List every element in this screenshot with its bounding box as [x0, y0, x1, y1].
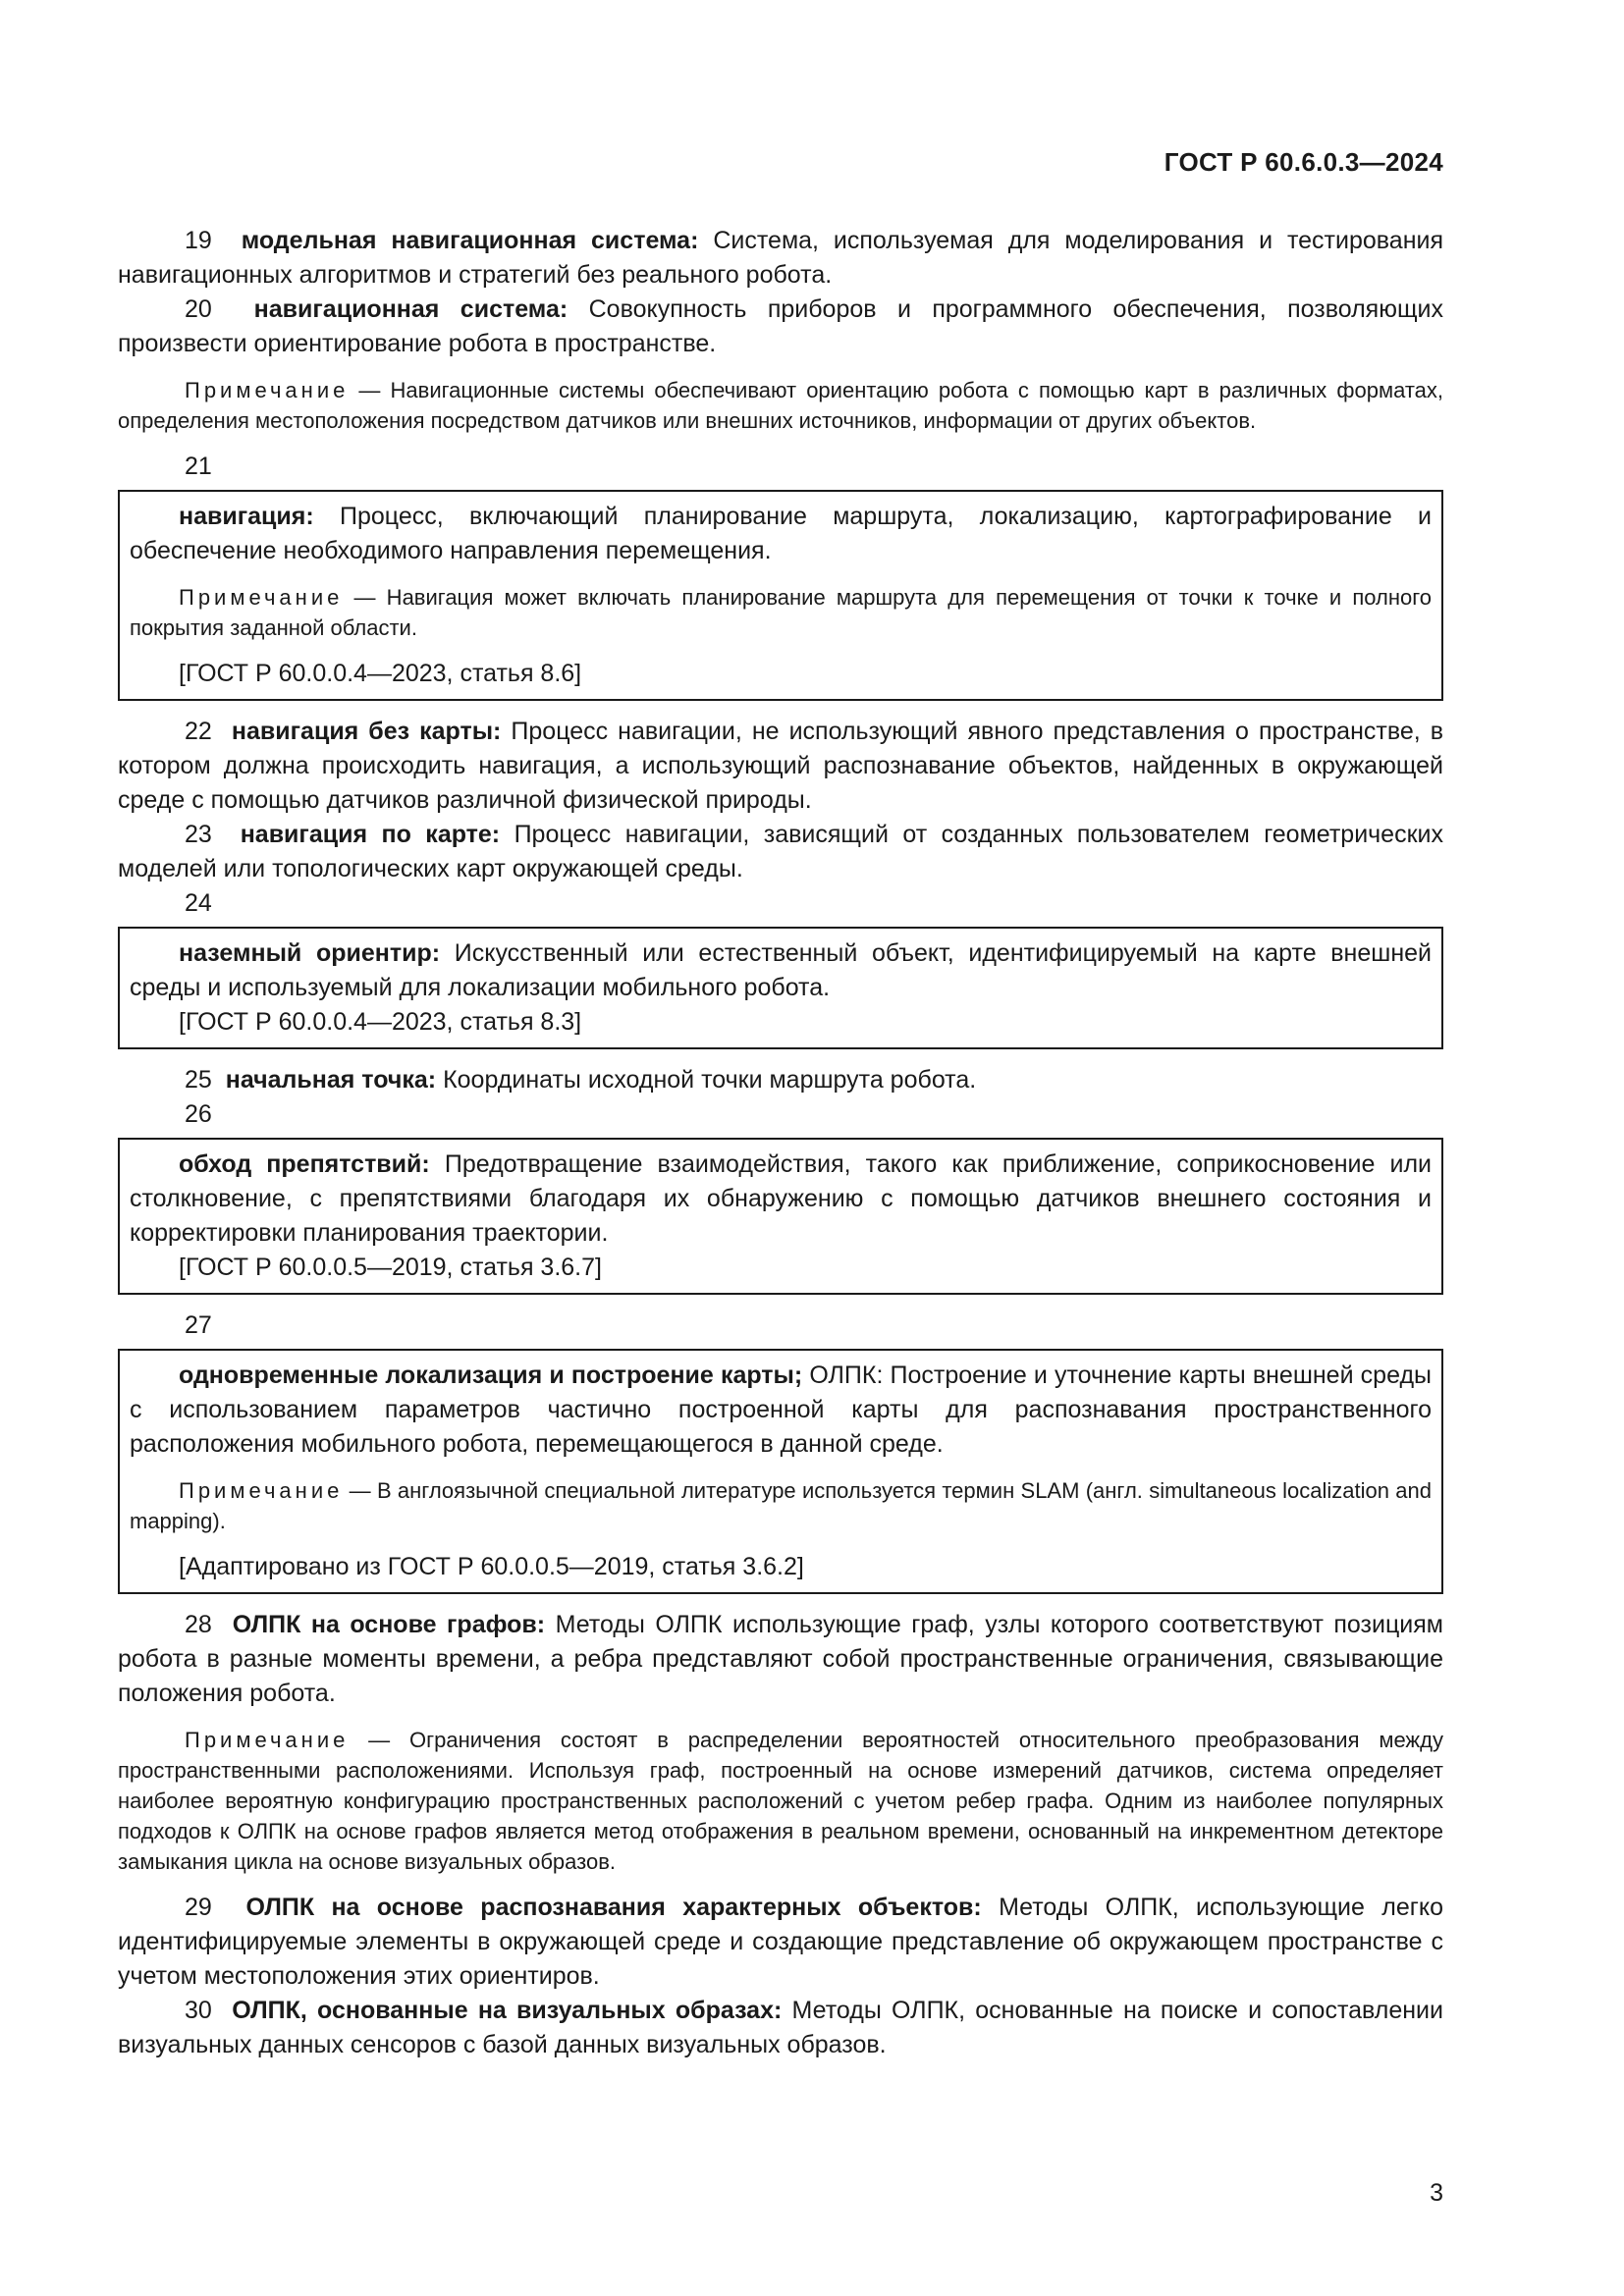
entry-21-box: навигация: Процесс, включающий планирование маршрута, локализацию, картографирование и обеспечение необходимого направления перемещения. Примечание — Навигация может включать планирование маршрута для перемещения от точки к точке и полного покрытия заданной области. [ГОСТ Р 60.0.0.4—2023, статья 8.6] [118, 490, 1443, 701]
entry-number: 26 [185, 1100, 212, 1128]
reference: [ГОСТ Р 60.0.0.4—2023, статья 8.6] [179, 660, 582, 687]
entry-number: 27 [185, 1311, 212, 1339]
term: навигация без карты: [231, 718, 502, 745]
entry-27-box: одновременные локализация и построение карты; ОЛПК: Построение и уточнение карты внешней среды с использованием параметров частично построенной карты для распознавания пространственного расположения мобильного робота, перемещающегося в данной среде. Примечание — В англоязычной специальной литературе используется термин SLAM (англ. simultaneous localization and mapping). [Адаптировано из ГОСТ Р 60.0.0.5—2019, статья 3.6.2] [118, 1349, 1443, 1594]
note: Примечание — Ограничения состоят в распределении вероятностей относительного преобразования между пространственными расположениями. Используя граф, построенный на основе измерений датчиков, система определяет наиболее вероятную конфигурацию пространственных расположений с учетом ребер графа. Одним из наиболее популярных подходов к ОЛПК на основе графов является метод отображения в реальном времени, основанный на инкрементном детекторе замыкания цикла на основе визуальных образов. [118, 1728, 1443, 1874]
entry-26-box: обход препятствий: Предотвращение взаимодействия, такого как приближение, соприкосновение или столкновение, с препятствиями благодаря их обнаружению с помощью датчиков внешнего состояния и корректировки планирования траектории. [ГОСТ Р 60.0.0.5—2019, статья 3.6.7] [118, 1138, 1443, 1295]
entry-22: 22 навигация без карты: Процесс навигации, не использующий явного представления о пространстве, в котором должна происходить навигация, а использующий распознавание объектов, найденных в окружающей среде с помощью датчиков различной физической природы. [118, 718, 1443, 814]
note: Примечание — Навигационные системы обеспечивают ориентацию робота с помощью карт в различных форматах, определения местоположения посредством датчиков или внешних источников, информации от других объектов. [118, 378, 1443, 433]
term: начальная точка: [225, 1066, 437, 1094]
note: Примечание — В англоязычной специальной литературе используется термин SLAM (англ. simultaneous localization and mapping). [130, 1478, 1432, 1533]
entry-19: 19 модельная навигационная система: Система, используемая для моделирования и тестирования навигационных алгоритмов и стратегий без реального робота. [118, 227, 1443, 289]
term: модельная навигационная система: [241, 227, 699, 254]
page-number: 3 [1430, 2179, 1443, 2207]
term: одновременные локализация и построение карты; [179, 1362, 803, 1389]
term: навигационная система: [253, 295, 568, 323]
term: наземный ориентир: [179, 939, 441, 967]
entry-30: 30 ОЛПК, основанные на визуальных образах: Методы ОЛПК, основанные на поиске и сопоставлении визуальных данных сенсоров с базой данных визуальных образов. [118, 1997, 1443, 2058]
entry-29: 29 ОЛПК на основе распознавания характерных объектов: Методы ОЛПК, использующие легко идентифицируемые элементы в окружающей среде и создающие представление об окружающем пространстве с учетом местоположения этих ориентиров. [118, 1894, 1443, 1990]
document-code: ГОСТ Р 60.6.0.3—2024 [1164, 147, 1443, 177]
entry-24-box: наземный ориентир: Искусственный или естественный объект, идентифицируемый на карте внешней среды и используемый для локализации мобильного робота. [ГОСТ Р 60.0.0.4—2023, статья 8.3] [118, 927, 1443, 1049]
entry-28: 28 ОЛПК на основе графов: Методы ОЛПК использующие граф, узлы которого соответствуют позициям робота в разные моменты времени, а ребра представляют собой пространственные ограничения, связывающие положения робота. [118, 1611, 1443, 1707]
term: обход препятствий: [179, 1150, 430, 1178]
term: навигация: [179, 503, 314, 530]
reference: [Адаптировано из ГОСТ Р 60.0.0.5—2019, статья 3.6.2] [179, 1553, 804, 1580]
reference: [ГОСТ Р 60.0.0.5—2019, статья 3.6.7] [179, 1254, 602, 1281]
entry-number: 21 [185, 453, 212, 480]
reference: [ГОСТ Р 60.0.0.4—2023, статья 8.3] [179, 1008, 582, 1036]
term: ОЛПК на основе распознавания характерных объектов: [245, 1894, 982, 1921]
entry-20: 20 навигационная система: Совокупность приборов и программного обеспечения, позволяющих произвести ориентирование робота в пространстве. [118, 295, 1443, 357]
page-body [118, 224, 1443, 2062]
term: ОЛПК, основанные на визуальных образах: [232, 1997, 783, 2024]
term: навигация по карте: [240, 821, 501, 848]
entry-23: 23 навигация по карте: Процесс навигации, зависящий от созданных пользователем геометрических моделей или топологических карт окружающей среды. [118, 821, 1443, 882]
entry-number: 24 [185, 889, 212, 917]
note: Примечание — Навигация может включать планирование маршрута для перемещения от точки к точке и полного покрытия заданной области. [130, 585, 1432, 640]
entry-25: 25 начальная точка: Координаты исходной точки маршрута робота. [185, 1066, 977, 1094]
term: ОЛПК на основе графов: [232, 1611, 546, 1638]
